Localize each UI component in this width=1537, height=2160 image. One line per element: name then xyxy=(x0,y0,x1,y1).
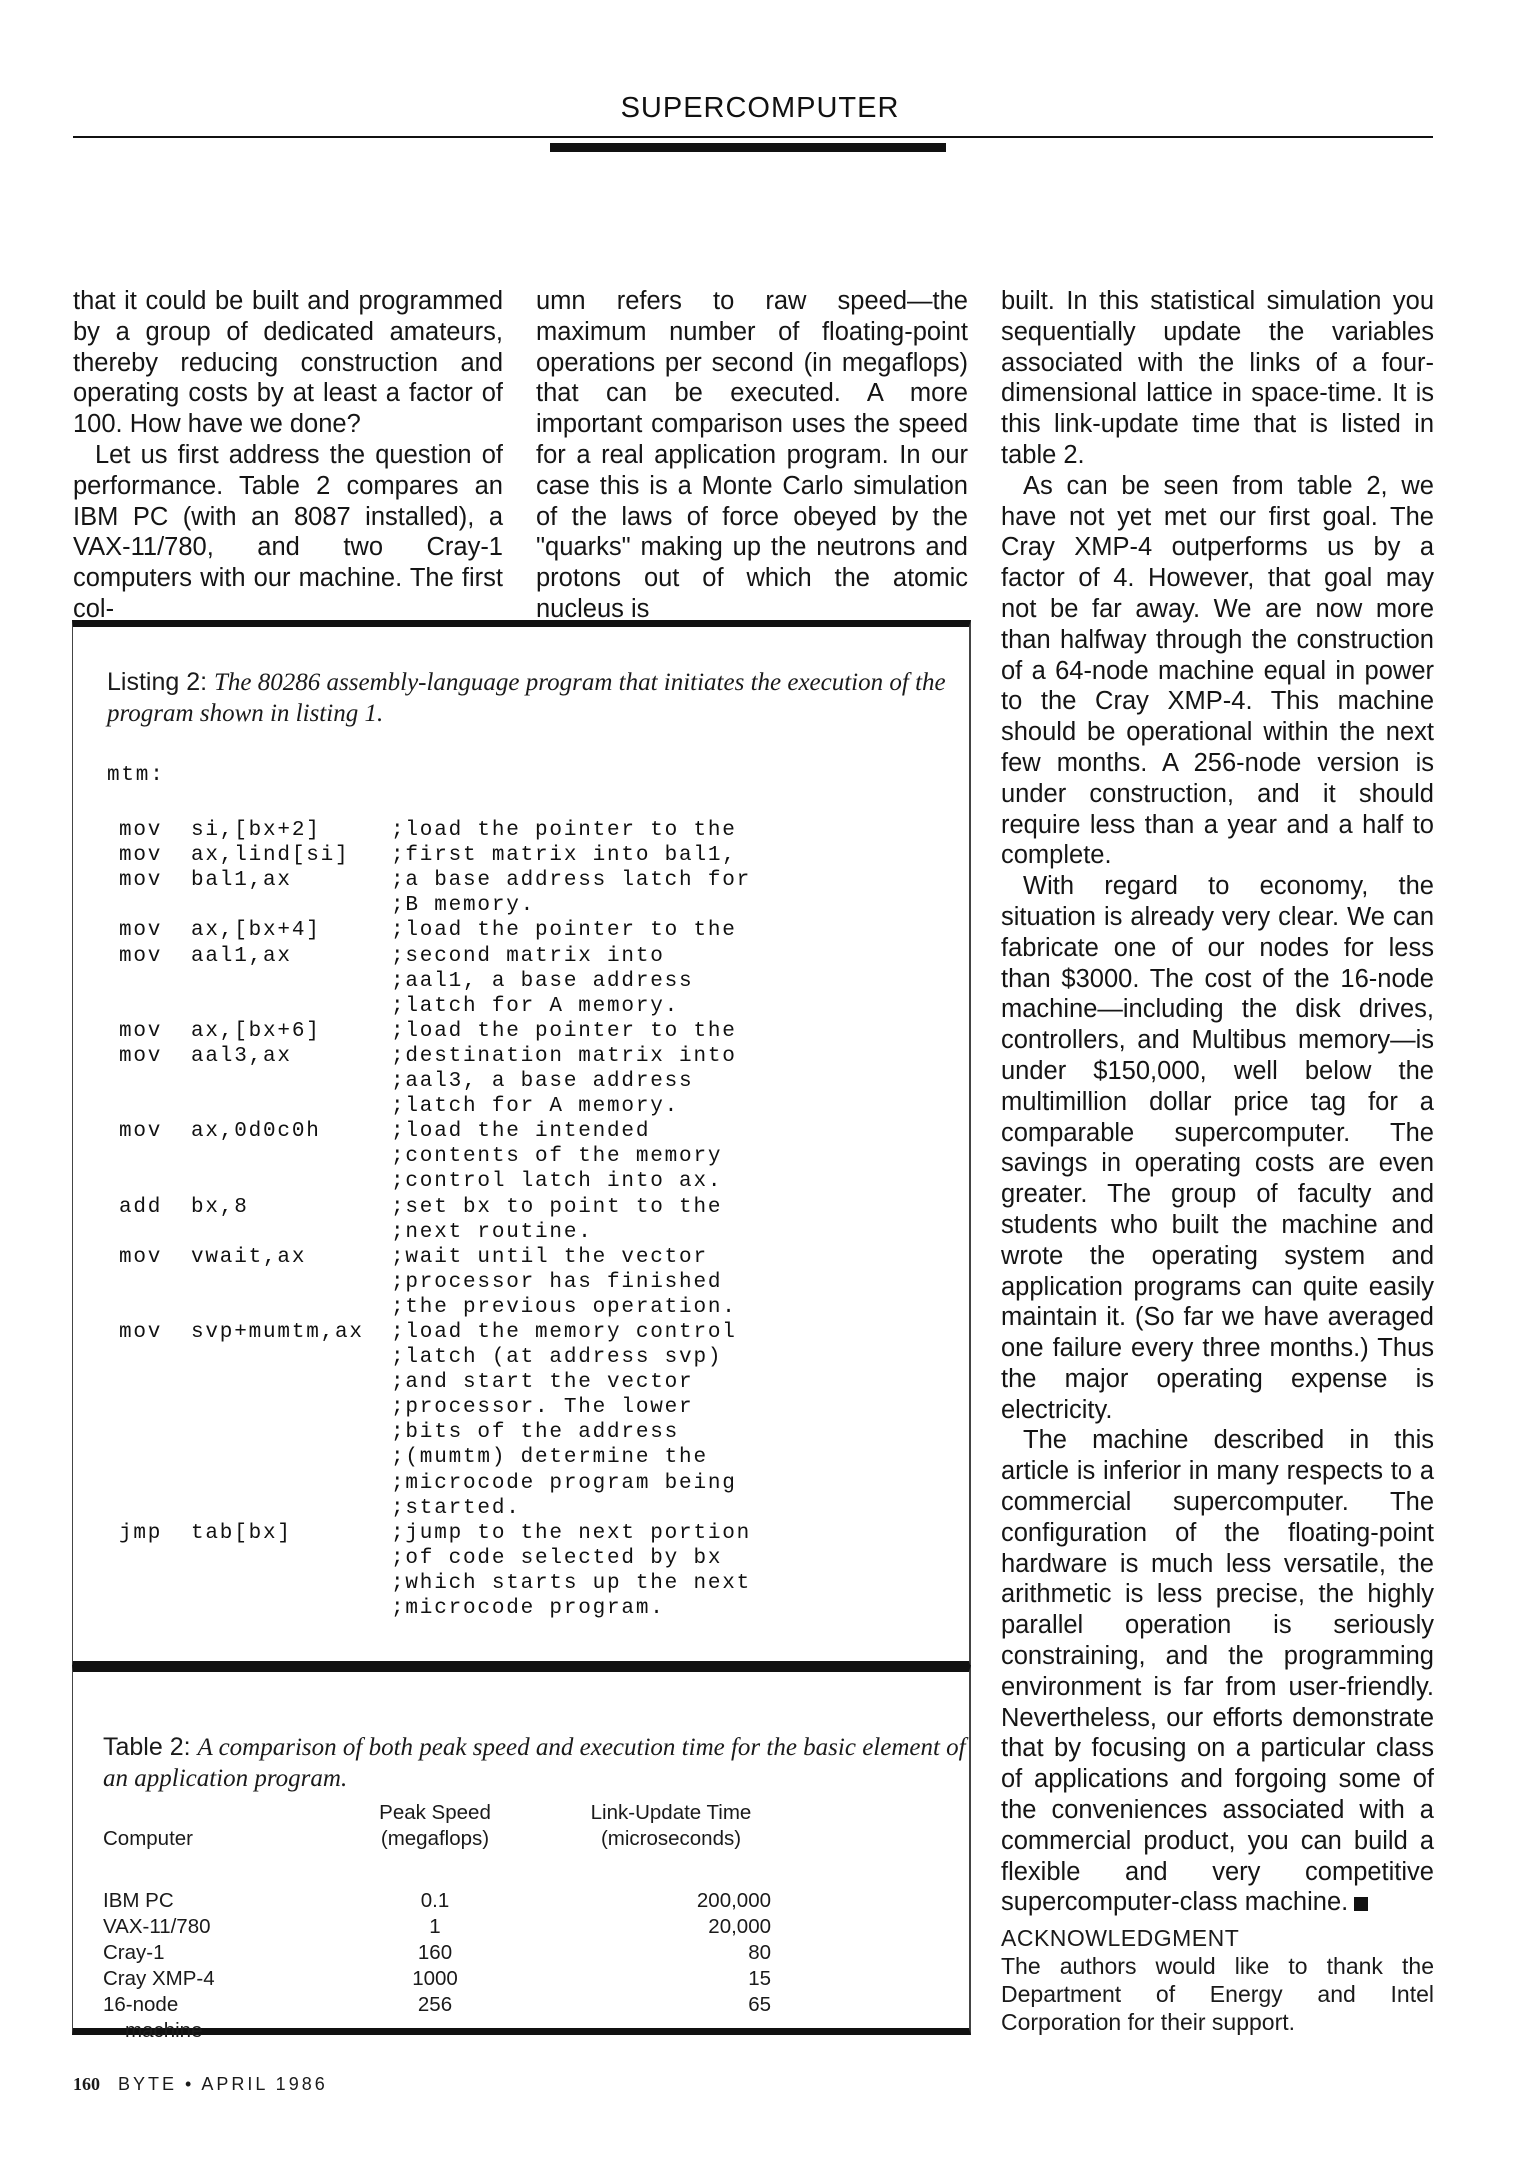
code-entry-label: mtm: xyxy=(107,764,165,787)
code-comment: ;second matrix into xyxy=(391,944,665,968)
code-opcode xyxy=(107,1220,191,1245)
code-operand: bx,8 xyxy=(191,1195,249,1219)
table-cell-time: 15 xyxy=(748,1967,771,1990)
code-line xyxy=(107,1044,969,1069)
code-operand xyxy=(191,1571,391,1596)
code-line xyxy=(107,1596,969,1621)
column-header-speed-1: Peak Speed xyxy=(379,1801,491,1824)
code-operand xyxy=(191,1220,391,1245)
code-line xyxy=(107,1144,969,1169)
code-operand xyxy=(191,1471,391,1496)
code-line xyxy=(107,1069,969,1094)
code-comment: ;contents of the memory xyxy=(391,1145,723,1169)
page-footer xyxy=(73,2074,328,2095)
code-opcode: mov xyxy=(119,1320,163,1344)
code-opcode: mov xyxy=(119,944,163,968)
code-line xyxy=(107,1496,969,1521)
code-line xyxy=(107,1345,969,1370)
code-comment: ;latch for A memory. xyxy=(391,1095,680,1119)
code-operand: aal1,ax xyxy=(191,944,292,968)
footer-text: BYTE • APRIL 1986 xyxy=(118,2074,328,2094)
paragraph: umn refers to raw speed—the maximum number of floating-point operations per second (in megaflops) that can be executed. A more important comparison uses the speed for a real application program. In our case this is a Monte Carlo simulation of the laws of force obeyed by the "quarks" making up the neutrons and protons out of which the atomic nucleus is xyxy=(536,287,968,623)
code-comment: ;aal3, a base address xyxy=(391,1070,694,1094)
code-opcode xyxy=(107,1144,191,1169)
paragraph: Let us first address the question of performance. Table 2 compares an IBM PC (with an 8087 installed), a VAX-11/780, and two Cray-1 computers with our machine. The first col- xyxy=(73,440,503,623)
table-cell-speed: 160 xyxy=(417,1941,453,1964)
code-comment: ;latch (at address svp) xyxy=(391,1346,723,1370)
table-cell-speed: 1000 xyxy=(412,1967,458,1990)
code-opcode xyxy=(107,1069,191,1094)
code-opcode xyxy=(107,1370,191,1395)
table-cell-time: 65 xyxy=(748,1993,771,2016)
code-line xyxy=(107,918,969,943)
code-comment: ;next routine. xyxy=(391,1220,593,1244)
page-number: 160 xyxy=(73,2074,100,2094)
table-cell-computer: 16-node xyxy=(103,1993,179,2016)
table-caption-text: A comparison of both peak speed and execution time for the basic element of an application program. xyxy=(103,1734,966,1792)
column-3 xyxy=(1001,286,1434,1918)
code-opcode xyxy=(107,1496,191,1521)
code-line xyxy=(107,1094,969,1119)
column-1 xyxy=(73,286,503,625)
running-header: SUPERCOMPUTER xyxy=(620,92,900,124)
code-opcode xyxy=(107,1345,191,1370)
code-opcode xyxy=(107,1094,191,1119)
listing-caption-text: The 80286 assembly-language program that initiates the execution of the program shown in listing 1. xyxy=(107,669,946,727)
code-opcode xyxy=(107,1596,191,1621)
table-row xyxy=(103,1914,923,1940)
code-operand xyxy=(191,1069,391,1094)
code-operand: svp+mumtm,ax xyxy=(191,1320,364,1344)
code-operand xyxy=(191,893,391,918)
code-operand xyxy=(191,1546,391,1571)
code-comment: ;the previous operation. xyxy=(391,1295,737,1319)
code-operand xyxy=(191,1596,391,1621)
table-row xyxy=(103,1888,923,1914)
code-line xyxy=(107,1546,969,1571)
table-cell-computer: Cray-1 xyxy=(103,1941,165,1964)
code-opcode: mov xyxy=(119,1044,163,1068)
listing-label: Listing 2: xyxy=(107,668,208,696)
code-operand: tab[bx] xyxy=(191,1521,292,1545)
code-comment: ;latch for A memory. xyxy=(391,994,680,1018)
table-cell-continuation: machine xyxy=(125,2019,203,2042)
code-comment: ;first matrix into bal1, xyxy=(391,844,737,868)
code-operand xyxy=(191,1345,391,1370)
code-opcode xyxy=(107,893,191,918)
code-opcode xyxy=(107,1445,191,1470)
code-opcode: jmp xyxy=(119,1521,163,1545)
code-comment: ;a base address latch for xyxy=(391,869,752,893)
code-line xyxy=(107,893,969,918)
code-opcode xyxy=(107,1420,191,1445)
table-row xyxy=(103,1940,923,1966)
code-comment: ;load the memory control xyxy=(391,1320,737,1344)
table-row xyxy=(103,1992,923,2018)
code-opcode: mov xyxy=(119,1120,163,1144)
end-mark-icon xyxy=(1354,1897,1368,1911)
code-operand: ax,0d0c0h xyxy=(191,1120,321,1144)
code-operand xyxy=(191,994,391,1019)
code-operand xyxy=(191,1169,391,1194)
code-opcode xyxy=(107,1471,191,1496)
table-cell-time: 80 xyxy=(748,1941,771,1964)
column-header-computer: Computer xyxy=(103,1827,194,1850)
listing-box xyxy=(72,620,971,1668)
code-opcode xyxy=(107,1295,191,1320)
code-line xyxy=(107,1471,969,1496)
table-label: Table 2: xyxy=(103,1733,191,1761)
header-rule xyxy=(73,136,1433,138)
table-cell-computer: IBM PC xyxy=(103,1889,174,1912)
code-comment: ;microcode program. xyxy=(391,1597,665,1620)
paragraph: built. In this statistical simulation you sequentially update the variables associated with the links of a four-dimensional lattice in space-time. It is this link-update time that is listed in table 2. xyxy=(1001,287,1434,469)
code-line xyxy=(107,1169,969,1194)
code-opcode: mov xyxy=(119,844,163,868)
code-comment: ;destination matrix into xyxy=(391,1044,737,1068)
paragraph: that it could be built and programmed by a group of dedicated amateurs, thereby reducing construction and operating costs by at least a factor of 100. How have we done? xyxy=(73,287,503,439)
code-line xyxy=(107,868,969,893)
code-operand xyxy=(191,1370,391,1395)
code-line xyxy=(107,1270,969,1295)
code-operand xyxy=(191,1144,391,1169)
paragraph: As can be seen from table 2, we have not yet met our first goal. The Cray XMP-4 outperforms us by a factor of 4. However, that goal may not be far away. We are now more than halfway through the construction of a 64-node machine equal in power to the Cray XMP-4. This machine should be operational within the next few months. A 256-node version is under construction, and it should require less than a year and a half to complete. xyxy=(1001,471,1434,870)
code-line xyxy=(107,1445,969,1470)
code-comment: ;B memory. xyxy=(391,894,536,918)
code-operand: ax,[bx+4] xyxy=(191,919,321,943)
code-line xyxy=(107,1320,969,1345)
code-operand xyxy=(191,1270,391,1295)
header-bar xyxy=(550,143,946,152)
paragraph: With regard to economy, the situation is already very clear. We can fabricate one of our nodes for less than $3000. The cost of the 16-node machine—including the disk drives, controllers, and Multibus memory—is under $150,000, well below the multimillion dollar price tag for a comparable supercomputer. The savings in operating costs are even greater. The group of faculty and students who built the machine and wrote the operating system and application programs can quite easily maintain it. (So far we have averaged one failure every three months.) Thus the major operating expense is electricity. xyxy=(1001,872,1434,1424)
code-opcode: add xyxy=(119,1195,163,1219)
code-comment: ;aal1, a base address xyxy=(391,969,694,993)
listing-caption xyxy=(107,667,969,729)
code-line xyxy=(107,1521,969,1546)
code-line xyxy=(107,969,969,994)
code-operand xyxy=(191,969,391,994)
code-operand xyxy=(191,1094,391,1119)
code-line xyxy=(107,818,969,843)
code-opcode xyxy=(107,1395,191,1420)
code-comment: ;load the pointer to the xyxy=(391,1019,737,1043)
code-line xyxy=(107,1571,969,1596)
code-comment: ;and start the vector xyxy=(391,1371,694,1395)
code-line xyxy=(107,1245,969,1270)
table-row xyxy=(103,1966,923,1992)
code-comment: ;of code selected by bx xyxy=(391,1546,723,1570)
code-comment: ;started. xyxy=(391,1496,521,1520)
code-line xyxy=(107,1195,969,1220)
code-comment: ;processor. The lower xyxy=(391,1396,694,1420)
acknowledgment-heading: ACKNOWLEDGMENT xyxy=(1001,1925,1240,1951)
code-line xyxy=(107,1370,969,1395)
code-comment: ;load the pointer to the xyxy=(391,919,737,943)
code-opcode xyxy=(107,994,191,1019)
code-comment: ;bits of the address xyxy=(391,1421,680,1445)
code-operand xyxy=(191,1445,391,1470)
code-comment: ;set bx to point to the xyxy=(391,1195,723,1219)
table-cell-speed: 256 xyxy=(417,1993,453,2016)
code-line xyxy=(107,1019,969,1044)
acknowledgment xyxy=(1001,1924,1434,2036)
table-cell-computer: Cray XMP-4 xyxy=(103,1967,215,1990)
code-operand: aal3,ax xyxy=(191,1044,292,1068)
paragraph-text: The machine described in this article is inferior in many respects to a commercial supercomputer. The configuration of the floating-point hardware is much less versatile, the arithmetic is less precise, the highly parallel operation is seriously constraining, and the programming environment is far from user-friendly. Nevertheless, our efforts demonstrate that by focusing on a particular class of applications and forgoing some of the conveniences associated with a commercial product, you can build a flexible and very competitive supercomputer-class machine. xyxy=(1001,1426,1434,1917)
code-opcode xyxy=(107,1270,191,1295)
code-operand: si,[bx+2] xyxy=(191,819,321,843)
table-cell-time: 20,000 xyxy=(708,1915,771,1938)
code-opcode: mov xyxy=(119,1019,163,1043)
acknowledgment-text: The authors would like to thank the Department of Energy and Intel Corporation for their support. xyxy=(1001,1953,1434,2035)
code-opcode xyxy=(107,1169,191,1194)
code-operand: ax,lind[si] xyxy=(191,844,350,868)
code-comment: ;(mumtm) determine the xyxy=(391,1446,708,1470)
code-line xyxy=(107,944,969,969)
code-operand xyxy=(191,1295,391,1320)
code-line xyxy=(107,1119,969,1144)
code-comment: ;jump to the next portion xyxy=(391,1521,752,1545)
table-caption xyxy=(103,1732,969,1794)
code-operand: vwait,ax xyxy=(191,1245,307,1269)
code-opcode: mov xyxy=(119,869,163,893)
code-comment: ;load the intended xyxy=(391,1120,651,1144)
paragraph xyxy=(1001,1425,1434,1918)
code-comment: ;wait until the vector xyxy=(391,1245,708,1269)
table-box xyxy=(72,1665,971,2042)
code-listing xyxy=(107,818,969,1621)
table-cell-time: 200,000 xyxy=(696,1889,771,1912)
code-line xyxy=(107,1295,969,1320)
code-operand xyxy=(191,1395,391,1420)
code-opcode: mov xyxy=(119,1245,163,1269)
code-opcode: mov xyxy=(119,919,163,943)
code-comment: ;load the pointer to the xyxy=(391,819,737,843)
table-cell-speed: 0.1 xyxy=(420,1889,450,1912)
code-opcode: mov xyxy=(119,819,163,843)
column-header-time-1: Link-Update Time xyxy=(590,1801,752,1824)
code-comment: ;microcode program being xyxy=(391,1471,737,1495)
table-cell-computer: VAX-11/780 xyxy=(103,1915,211,1938)
code-comment: ;control latch into ax. xyxy=(391,1170,723,1194)
column-2 xyxy=(536,286,968,625)
code-operand: bal1,ax xyxy=(191,869,292,893)
code-operand xyxy=(191,1420,391,1445)
code-opcode xyxy=(107,1571,191,1596)
table-cell-speed: 1 xyxy=(429,1915,441,1938)
column-header-time-2: (microseconds) xyxy=(600,1827,742,1850)
code-operand: ax,[bx+6] xyxy=(191,1019,321,1043)
code-line xyxy=(107,1220,969,1245)
code-line xyxy=(107,994,969,1019)
code-line xyxy=(107,843,969,868)
code-opcode xyxy=(107,969,191,994)
code-operand xyxy=(191,1496,391,1521)
code-opcode xyxy=(107,1546,191,1571)
code-comment: ;which starts up the next xyxy=(391,1571,752,1595)
code-line xyxy=(107,1395,969,1420)
column-header-speed-2: (megaflops) xyxy=(380,1827,490,1850)
code-comment: ;processor has finished xyxy=(391,1270,723,1294)
code-line xyxy=(107,1420,969,1445)
